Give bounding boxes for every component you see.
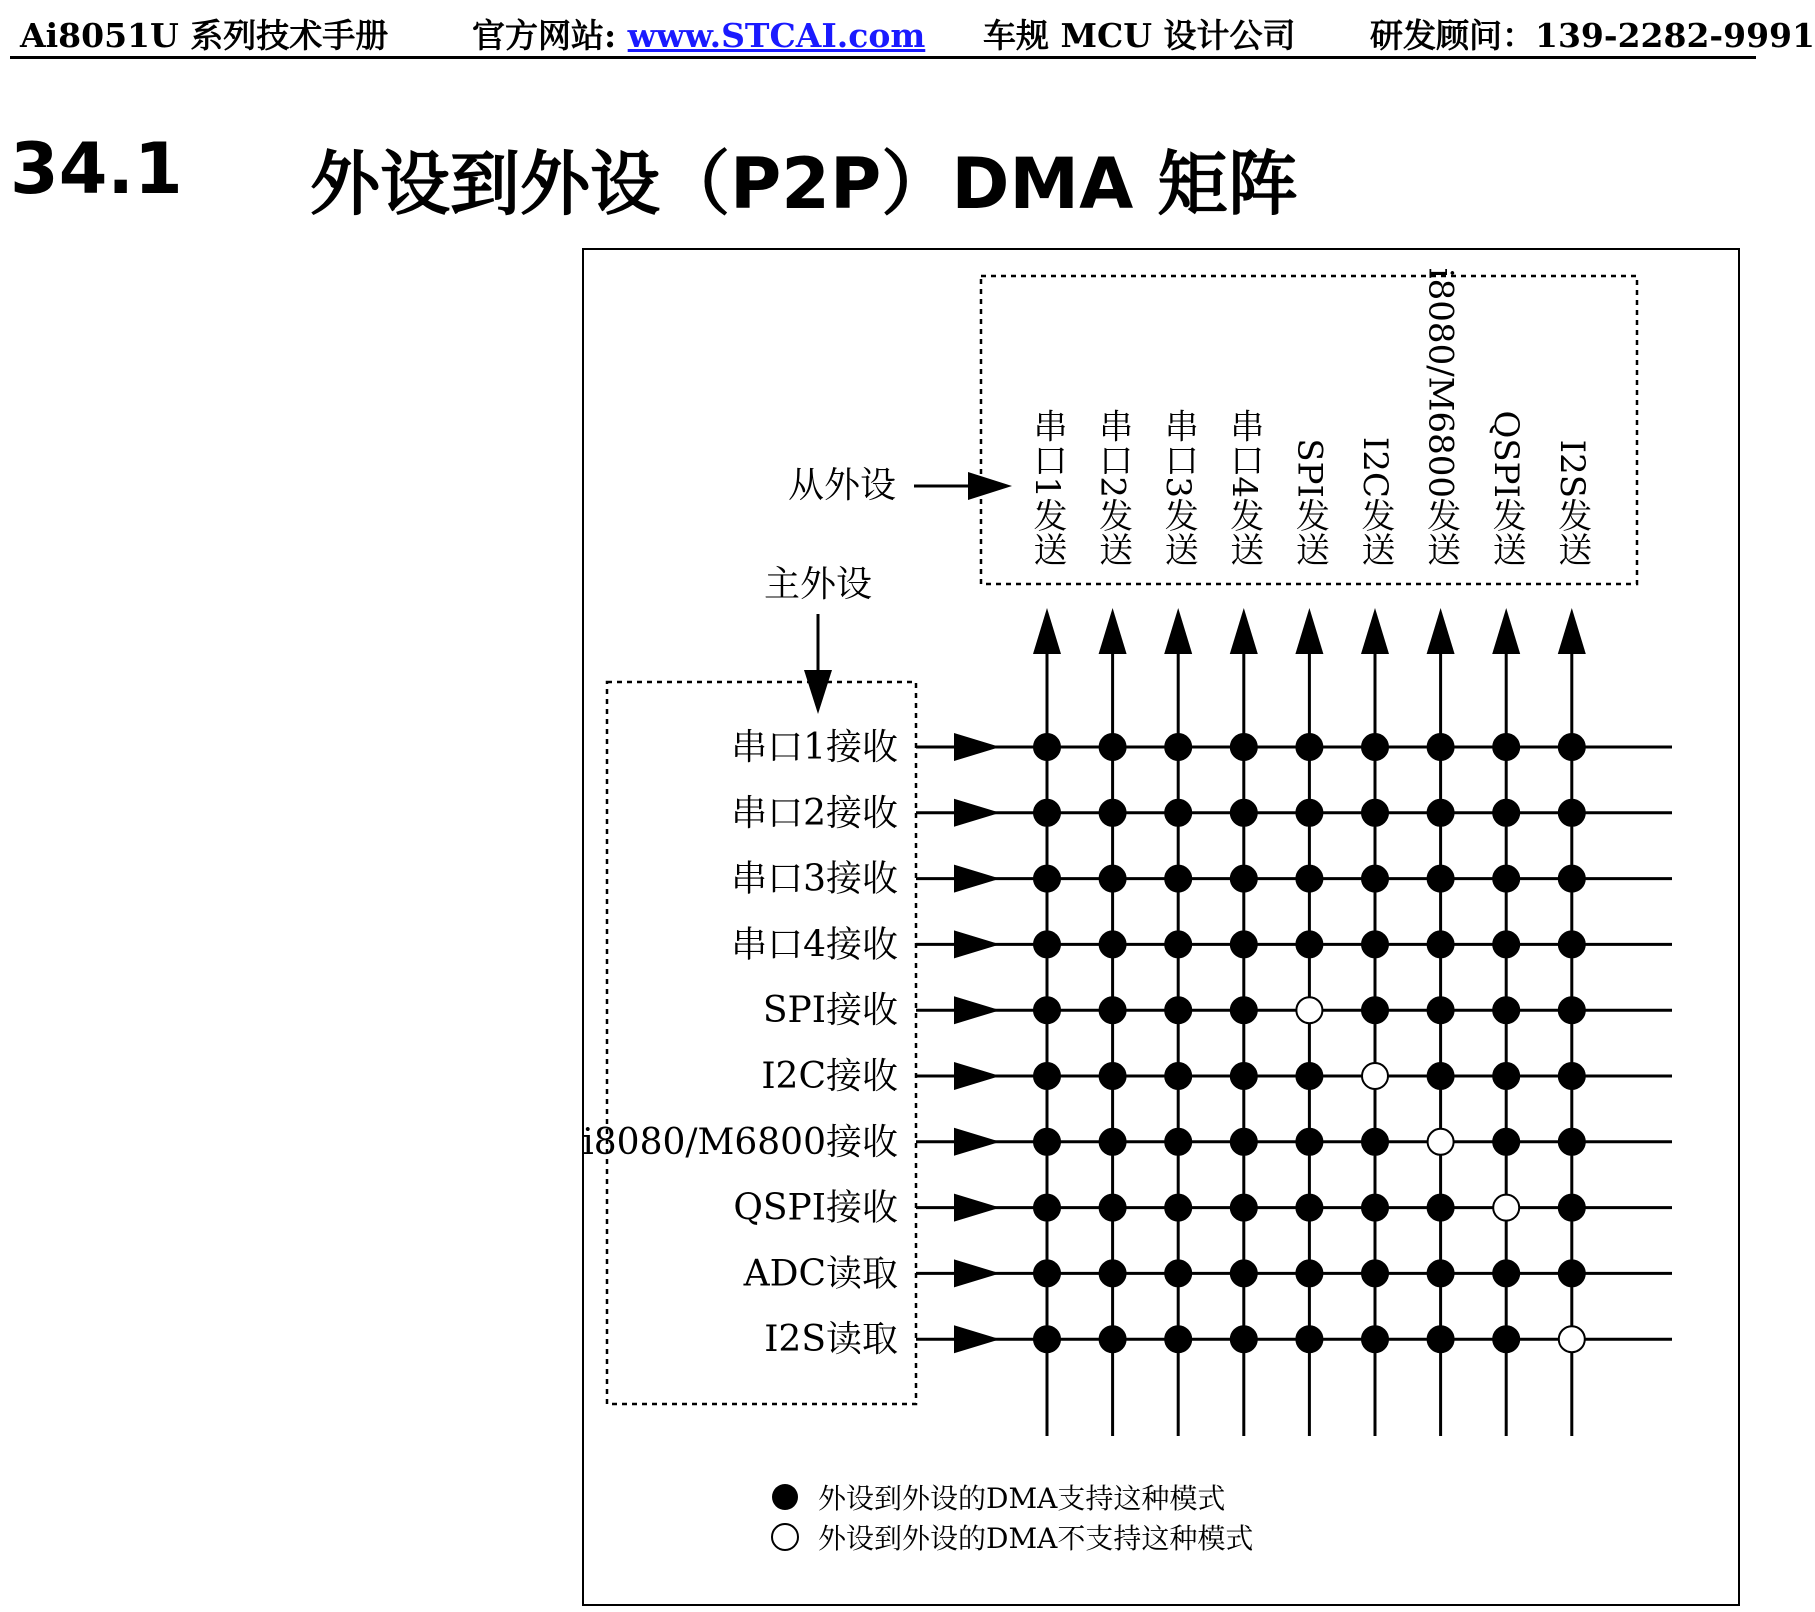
supported-node [1428, 1326, 1454, 1352]
legend-supported-text: 外设到外设的DMA支持这种模式 [818, 1482, 1226, 1515]
column-label: SPI发送 [1289, 438, 1330, 566]
supported-node [1296, 931, 1322, 957]
supported-node [1428, 1063, 1454, 1089]
supported-node [1493, 800, 1519, 826]
unsupported-node [1493, 1195, 1519, 1221]
supported-node [1165, 866, 1191, 892]
unsupported-node [1362, 1063, 1388, 1089]
supported-node [1559, 1195, 1585, 1221]
supported-node [1296, 1326, 1322, 1352]
supported-node [1559, 1129, 1585, 1155]
column-arrow-head [1033, 608, 1061, 654]
supported-node [1165, 931, 1191, 957]
supported-node [1296, 1063, 1322, 1089]
row-arrow-head [954, 996, 1000, 1024]
master-label: 主外设 [763, 564, 873, 605]
supported-node [1493, 1129, 1519, 1155]
supported-node [1559, 800, 1585, 826]
supported-node [1231, 931, 1257, 957]
legend-supported-dot [772, 1484, 798, 1510]
column-arrow-head [1361, 608, 1389, 654]
column-label: 串口2发送 [1092, 408, 1133, 566]
supported-node [1165, 1129, 1191, 1155]
supported-node [1428, 997, 1454, 1023]
supported-node [1100, 997, 1126, 1023]
row-arrow-head [954, 930, 1000, 958]
row-arrow-head [954, 1128, 1000, 1156]
supported-node [1165, 1260, 1191, 1286]
supported-node [1231, 1326, 1257, 1352]
supported-node [1362, 1129, 1388, 1155]
column-arrow-head [1427, 608, 1455, 654]
supported-node [1493, 1260, 1519, 1286]
row-arrow-head [954, 799, 1000, 827]
row-label: 串口2接收 [731, 792, 898, 834]
supported-node [1362, 1326, 1388, 1352]
row-label: ADC读取 [743, 1253, 898, 1295]
supported-node [1231, 1260, 1257, 1286]
supported-node [1296, 1195, 1322, 1221]
supported-node [1100, 931, 1126, 957]
section-number: 34.1 [10, 128, 183, 210]
supported-node [1362, 931, 1388, 957]
master-peripheral-box [607, 682, 916, 1404]
supported-node [1034, 734, 1060, 760]
supported-node [1428, 1195, 1454, 1221]
supported-node [1034, 997, 1060, 1023]
legend-unsupported-text: 外设到外设的DMA不支持这种模式 [818, 1522, 1254, 1555]
supported-node [1100, 734, 1126, 760]
supported-node [1559, 997, 1585, 1023]
supported-node [1296, 1129, 1322, 1155]
supported-node [1034, 866, 1060, 892]
supported-node [1559, 734, 1585, 760]
column-arrow-head [1558, 608, 1586, 654]
column-arrow-head [1295, 608, 1323, 654]
supported-node [1362, 1260, 1388, 1286]
supported-node [1231, 800, 1257, 826]
supported-node [1296, 734, 1322, 760]
supported-node [1231, 1195, 1257, 1221]
supported-node [1231, 866, 1257, 892]
supported-node [1165, 1326, 1191, 1352]
site-link[interactable]: www.STCAI.com [627, 16, 926, 55]
supported-node [1296, 866, 1322, 892]
column-label: QSPI发送 [1486, 410, 1527, 566]
column-arrow-head [1492, 608, 1520, 654]
row-label: i8080/M6800接收 [582, 1121, 898, 1163]
row-label: 串口3接收 [731, 858, 898, 900]
column-label: I2C发送 [1355, 436, 1395, 566]
supported-node [1100, 1326, 1126, 1352]
supported-node [1165, 1063, 1191, 1089]
supported-node [1034, 1063, 1060, 1089]
supported-node [1362, 997, 1388, 1023]
supported-node [1100, 1063, 1126, 1089]
supported-node [1100, 1260, 1126, 1286]
supported-node [1559, 931, 1585, 957]
supported-node [1100, 866, 1126, 892]
legend-unsupported-dot [772, 1524, 798, 1550]
site-label: 官方网站: [472, 16, 628, 55]
supported-node [1296, 1260, 1322, 1286]
supported-node [1165, 800, 1191, 826]
row-arrow-head [954, 1259, 1000, 1287]
supported-node [1100, 800, 1126, 826]
supported-node [1362, 734, 1388, 760]
supported-node [1165, 997, 1191, 1023]
supported-node [1493, 1063, 1519, 1089]
row-arrow-head [954, 1062, 1000, 1090]
supported-node [1362, 1195, 1388, 1221]
row-label: I2S读取 [764, 1319, 898, 1361]
column-arrow-head [1230, 608, 1258, 654]
supported-node [1362, 800, 1388, 826]
supported-node [1100, 1195, 1126, 1221]
column-label: 串口1发送 [1027, 408, 1067, 566]
column-label: 串口4发送 [1223, 408, 1264, 566]
row-label: QSPI接收 [733, 1187, 898, 1229]
supported-node [1362, 866, 1388, 892]
master-arrow-head [804, 670, 832, 714]
supported-node [1493, 866, 1519, 892]
unsupported-node [1428, 1129, 1454, 1155]
column-label: I2S发送 [1551, 439, 1592, 566]
column-arrow-head [1164, 608, 1192, 654]
column-label: i8080/M6800发送 [1420, 267, 1461, 566]
row-arrow-head [954, 733, 1000, 761]
supported-node [1493, 734, 1519, 760]
row-label: I2C接收 [761, 1056, 898, 1097]
supported-node [1034, 1326, 1060, 1352]
advisor-phone: 研发顾问：139-2282-9991 [1370, 16, 1815, 55]
supported-node [1559, 866, 1585, 892]
supported-node [1493, 1326, 1519, 1352]
supported-node [1034, 931, 1060, 957]
supported-node [1231, 1063, 1257, 1089]
supported-node [1428, 866, 1454, 892]
supported-node [1165, 1195, 1191, 1221]
slave-arrow-head [968, 472, 1012, 500]
supported-node [1559, 1260, 1585, 1286]
unsupported-node [1559, 1326, 1585, 1352]
supported-node [1428, 800, 1454, 826]
row-label: 串口1接收 [731, 727, 898, 768]
manual-title: Ai8051U 系列技术手册 [20, 16, 389, 55]
supported-node [1428, 734, 1454, 760]
company-name: 车规 MCU 设计公司 [983, 16, 1296, 55]
unsupported-node [1296, 997, 1322, 1023]
supported-node [1428, 1260, 1454, 1286]
row-arrow-head [954, 865, 1000, 893]
row-label: 串口4接收 [731, 924, 898, 966]
row-label: SPI接收 [762, 990, 898, 1032]
supported-node [1296, 800, 1322, 826]
supported-node [1493, 997, 1519, 1023]
slave-label: 从外设 [787, 465, 896, 506]
column-arrow-head [1099, 608, 1127, 654]
supported-node [1231, 1129, 1257, 1155]
column-label: 串口3发送 [1158, 408, 1199, 566]
supported-node [1034, 1195, 1060, 1221]
supported-node [1231, 734, 1257, 760]
supported-node [1100, 1129, 1126, 1155]
row-arrow-head [954, 1194, 1000, 1222]
supported-node [1165, 734, 1191, 760]
supported-node [1034, 800, 1060, 826]
supported-node [1034, 1260, 1060, 1286]
supported-node [1231, 997, 1257, 1023]
section-title: 外设到外设（P2P）DMA 矩阵 [310, 143, 1298, 225]
supported-node [1428, 931, 1454, 957]
supported-node [1493, 931, 1519, 957]
row-arrow-head [954, 1325, 1000, 1353]
supported-node [1034, 1129, 1060, 1155]
supported-node [1559, 1063, 1585, 1089]
